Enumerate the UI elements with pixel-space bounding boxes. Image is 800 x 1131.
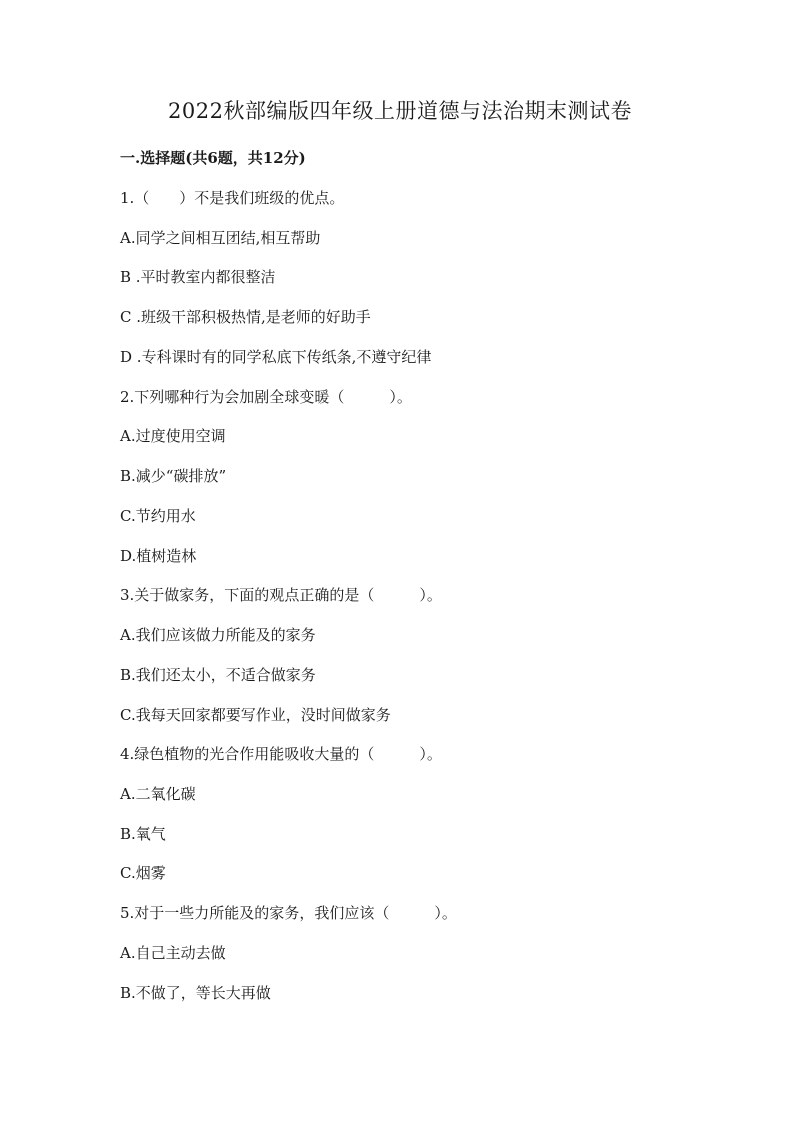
question-1-option-d: D .专科课时有的同学私底下传纸条,不遵守纪律 [120, 348, 432, 366]
question-4-stem: 4.绿色植物的光合作用能吸收大量的（ ）。 [120, 745, 442, 763]
question-3-option-a: A.我们应该做力所能及的家务 [120, 626, 316, 644]
question-2-option-b: B.减少“碳排放” [120, 467, 227, 485]
question-1-option-b: B .平时教室内都很整洁 [120, 268, 276, 286]
question-1-option-c: C .班级干部积极热情,是老师的好助手 [120, 308, 371, 326]
question-4-option-b: B.氧气 [120, 825, 166, 843]
question-5-stem: 5.对于一些力所能及的家务，我们应该（ ）。 [120, 904, 457, 922]
question-5-option-a: A.自己主动去做 [120, 944, 226, 962]
question-3-option-c: C.我每天回家都要写作业，没时间做家务 [120, 706, 391, 724]
section-heading: 一.选择题(共6题，共12分) [120, 149, 306, 167]
question-4-option-c: C.烟雾 [120, 864, 166, 882]
question-1-stem: 1.（ ）不是我们班级的优点。 [120, 189, 345, 207]
question-2-option-c: C.节约用水 [120, 507, 196, 525]
question-1-option-a: A.同学之间相互团结,相互帮助 [120, 229, 321, 247]
question-2-stem: 2.下列哪种行为会加剧全球变暖（ ）。 [120, 388, 412, 406]
question-4-option-a: A.二氧化碳 [120, 785, 196, 803]
question-2-option-d: D.植树造林 [120, 547, 197, 565]
question-2-option-a: A.过度使用空调 [120, 427, 226, 445]
document-title: 2022秋部编版四年级上册道德与法治期末测试卷 [168, 99, 632, 123]
question-3-stem: 3.关于做家务，下面的观点正确的是（ ）。 [120, 586, 442, 604]
question-5-option-b: B.不做了，等长大再做 [120, 984, 271, 1002]
question-3-option-b: B.我们还太小，不适合做家务 [120, 666, 316, 684]
